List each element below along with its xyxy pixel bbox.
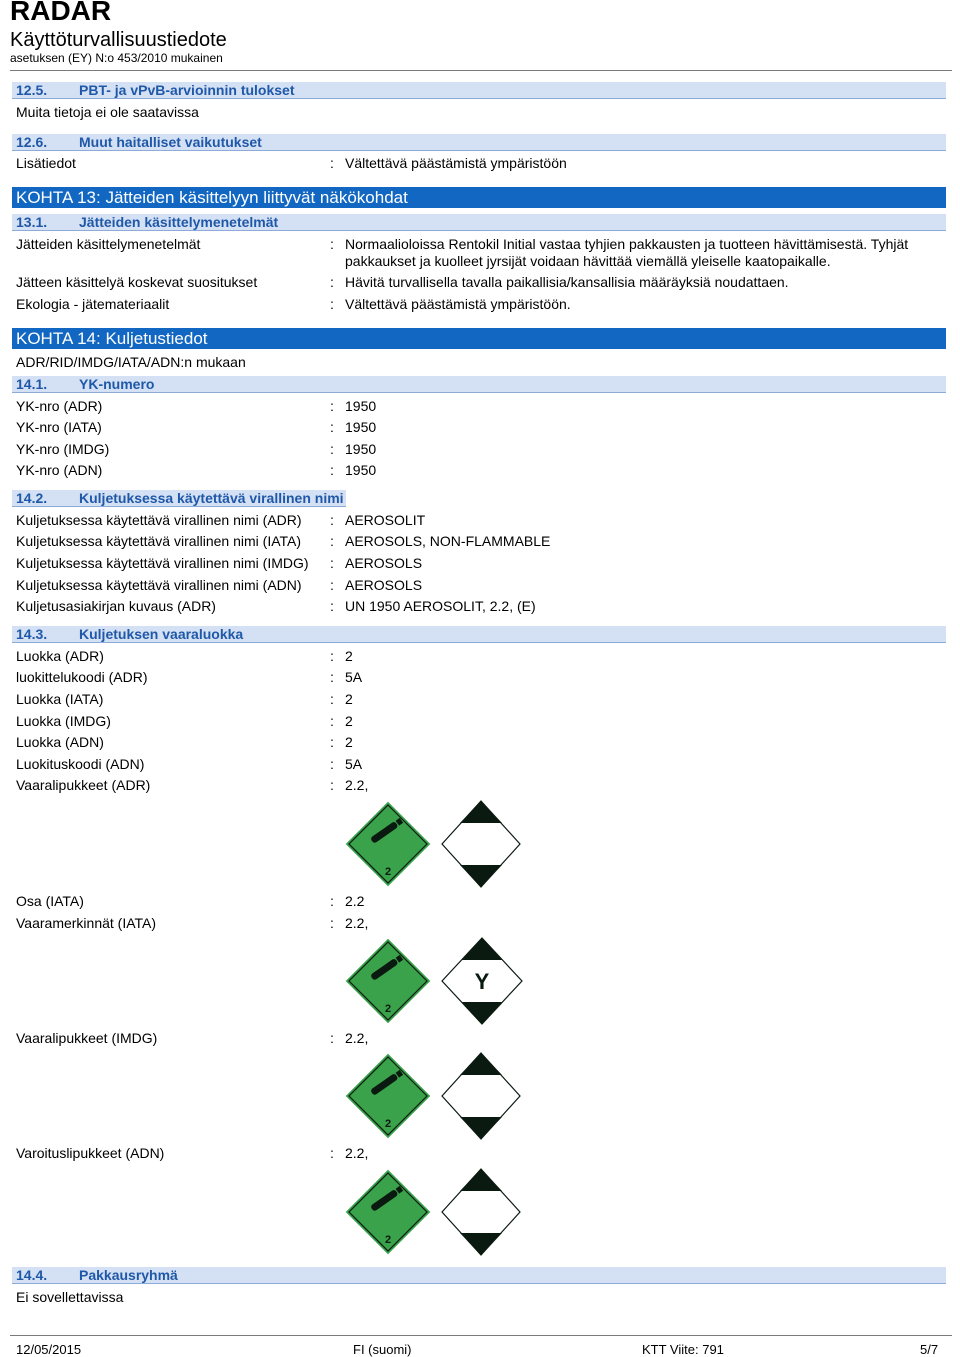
field-value: 5A xyxy=(345,756,363,772)
field-label: Jätteen käsittelyä koskevat suositukset xyxy=(16,274,258,290)
subsection-title: Pakkausryhmä xyxy=(79,1267,178,1283)
subsection-number: 13.1. xyxy=(16,214,48,230)
footer-language: FI (suomi) xyxy=(353,1342,412,1357)
field-value: 1950 xyxy=(345,398,377,414)
subsection-number: 14.3. xyxy=(16,626,48,642)
class-2-gas-cylinder-pictogram xyxy=(343,1167,433,1257)
field-colon: : xyxy=(330,398,334,414)
subsection-number: 12.6. xyxy=(16,134,48,150)
field-label: Luokka (IMDG) xyxy=(16,713,111,729)
field-label: Kuljetuksessa käytettävä virallinen nimi (ADN) xyxy=(16,577,302,593)
field-value: 2.2, xyxy=(345,1145,369,1161)
field-label: luokittelukoodi (ADR) xyxy=(16,669,148,685)
field-value: Vältettävä päästämistä ympäristöön. xyxy=(345,296,571,312)
cargo-letter-label: Y xyxy=(474,969,490,994)
field-value: 1950 xyxy=(345,441,377,457)
field-label: YK-nro (IATA) xyxy=(16,419,102,435)
field-colon: : xyxy=(330,296,334,312)
field-colon: : xyxy=(330,274,334,290)
field-label: Osa (IATA) xyxy=(16,893,84,909)
field-colon: : xyxy=(330,893,334,909)
field-colon: : xyxy=(330,1145,334,1161)
footer-divider xyxy=(10,1335,952,1336)
field-colon: : xyxy=(330,555,334,571)
field-colon: : xyxy=(330,598,334,614)
field-label: Kuljetuksessa käytettävä virallinen nimi (IATA) xyxy=(16,533,302,549)
subsection-number: 14.2. xyxy=(16,490,48,506)
footer-page-number: 5/7 xyxy=(920,1342,939,1357)
field-label: Luokka (ADN) xyxy=(16,734,104,750)
marine-pollutant-striped-pictogram xyxy=(440,1167,522,1257)
section-14-header xyxy=(12,328,946,349)
subsection-14-1-header xyxy=(12,376,946,393)
footer-date: 12/05/2015 xyxy=(16,1342,82,1357)
class-number-label: 2 xyxy=(384,1234,392,1246)
field-value: AEROSOLS xyxy=(345,577,423,593)
field-value: UN 1950 AEROSOLIT, 2.2, (E) xyxy=(345,598,536,614)
field-value: AEROSOLS xyxy=(345,555,423,571)
field-label: YK-nro (ADN) xyxy=(16,462,103,478)
field-value: 2.2 xyxy=(345,893,365,909)
field-label: Luokka (IATA) xyxy=(16,691,104,707)
field-colon: : xyxy=(330,441,334,457)
field-colon: : xyxy=(330,155,334,171)
field-colon: : xyxy=(330,512,334,528)
field-colon: : xyxy=(330,734,334,750)
field-value: 5A xyxy=(345,669,363,685)
field-colon: : xyxy=(330,1030,334,1046)
subsection-title: Muut haitalliset vaikutukset xyxy=(79,134,262,150)
subsection-title: YK-numero xyxy=(79,376,155,392)
subsection-14-3-header xyxy=(12,626,946,643)
field-value: Vältettävä päästämistä ympäristöön xyxy=(345,155,567,171)
field-label: Jätteiden käsittelymenetelmät xyxy=(16,236,201,252)
section-13-header xyxy=(12,187,946,208)
s14-4-text: Ei sovellettavissa xyxy=(16,1289,124,1305)
subsection-14-4-header xyxy=(12,1267,946,1284)
class-number-label: 2 xyxy=(384,866,392,878)
header-divider xyxy=(10,70,952,71)
brand-name: RADAR xyxy=(10,0,112,26)
field-label: Luokka (ADR) xyxy=(16,648,104,664)
field-label: Varoituslipukkeet (ADN) xyxy=(16,1145,165,1161)
field-colon: : xyxy=(330,756,334,772)
field-value: 2.2, xyxy=(345,777,369,793)
subsection-number: 12.5. xyxy=(16,82,48,98)
field-value: 2 xyxy=(345,734,353,750)
document-subtitle: asetuksen (EY) N:o 453/2010 mukainen xyxy=(10,51,223,65)
field-value: 2 xyxy=(345,648,353,664)
field-label: YK-nro (IMDG) xyxy=(16,441,110,457)
section-14-intro: ADR/RID/IMDG/IATA/ADN:n mukaan xyxy=(16,354,246,370)
field-colon: : xyxy=(330,669,334,685)
marine-pollutant-striped-pictogram xyxy=(440,1051,522,1141)
class-2-gas-cylinder-pictogram xyxy=(343,1051,433,1141)
field-label: Vaaramerkinnät (IATA) xyxy=(16,915,157,931)
field-label: Ekologia - jätemateriaalit xyxy=(16,296,170,312)
section-title: KOHTA 13: Jätteiden käsittelyyn liittyvät näkökohdat xyxy=(16,188,408,207)
field-label: Vaaralipukkeet (IMDG) xyxy=(16,1030,158,1046)
field-label: Kuljetuksessa käytettävä virallinen nimi (IMDG) xyxy=(16,555,309,571)
field-colon: : xyxy=(330,915,334,931)
field-colon: : xyxy=(330,691,334,707)
class-number-label: 2 xyxy=(384,1118,392,1130)
field-label: Kuljetuksessa käytettävä virallinen nimi (ADR) xyxy=(16,512,302,528)
class-2-gas-cylinder-pictogram xyxy=(343,936,433,1026)
field-value: 2 xyxy=(345,713,353,729)
field-colon: : xyxy=(330,777,334,793)
field-value: 2.2, xyxy=(345,1030,369,1046)
field-colon: : xyxy=(330,648,334,664)
class-2-gas-cylinder-pictogram xyxy=(343,799,433,889)
field-colon: : xyxy=(330,533,334,549)
field-colon: : xyxy=(330,462,334,478)
field-value: AEROSOLS, NON-FLAMMABLE xyxy=(345,533,551,549)
s12-5-text: Muita tietoja ei ole saatavissa xyxy=(16,104,199,120)
subsection-title: Jätteiden käsittelymenetelmät xyxy=(79,214,279,230)
subsection-12-5-header xyxy=(12,82,946,99)
subsection-13-1-header xyxy=(12,214,946,231)
field-value: 1950 xyxy=(345,462,377,478)
field-colon: : xyxy=(330,577,334,593)
subsection-title: PBT- ja vPvB-arvioinnin tulokset xyxy=(79,82,295,98)
subsection-number: 14.4. xyxy=(16,1267,48,1283)
field-value: AEROSOLIT xyxy=(345,512,426,528)
field-value: Normaalioloissa Rentokil Initial vastaa tyhjien pakkausten ja tuotteen hävittämisestä. Tyhjät pakkaukset ja kuolleet jyrsijät voidaan hävittää viemällä yleiselle kaatopaikalle. xyxy=(345,236,909,269)
field-value: 1950 xyxy=(345,419,377,435)
marine-pollutant-striped-pictogram xyxy=(440,799,522,889)
field-label: Kuljetusasiakirjan kuvaus (ADR) xyxy=(16,598,216,614)
subsection-14-2-header xyxy=(12,490,346,507)
field-label: Luokituskoodi (ADN) xyxy=(16,756,145,772)
footer-reference: KTT Viite: 791 xyxy=(642,1342,724,1357)
field-value: Hävitä turvallisella tavalla paikallisia/kansallisia määräyksiä noudattaen. xyxy=(345,274,789,290)
section-title: KOHTA 14: Kuljetustiedot xyxy=(16,329,208,348)
subsection-title: Kuljetuksen vaaraluokka xyxy=(79,626,244,642)
subsection-number: 14.1. xyxy=(16,376,48,392)
subsection-title: Kuljetuksessa käytettävä virallinen nimi xyxy=(79,490,344,506)
class-number-label: 2 xyxy=(384,1003,392,1015)
subsection-12-6-header xyxy=(12,134,946,151)
cargo-aircraft-y-pictogram xyxy=(440,936,524,1026)
field-value: 2 xyxy=(345,691,353,707)
field-colon: : xyxy=(330,713,334,729)
document-title: Käyttöturvallisuustiedote xyxy=(10,29,227,51)
field-colon: : xyxy=(330,419,334,435)
field-label: Vaaralipukkeet (ADR) xyxy=(16,777,151,793)
field-label: YK-nro (ADR) xyxy=(16,398,103,414)
field-colon: : xyxy=(330,236,334,252)
field-value: 2.2, xyxy=(345,915,369,931)
field-label: Lisätiedot xyxy=(16,155,76,171)
